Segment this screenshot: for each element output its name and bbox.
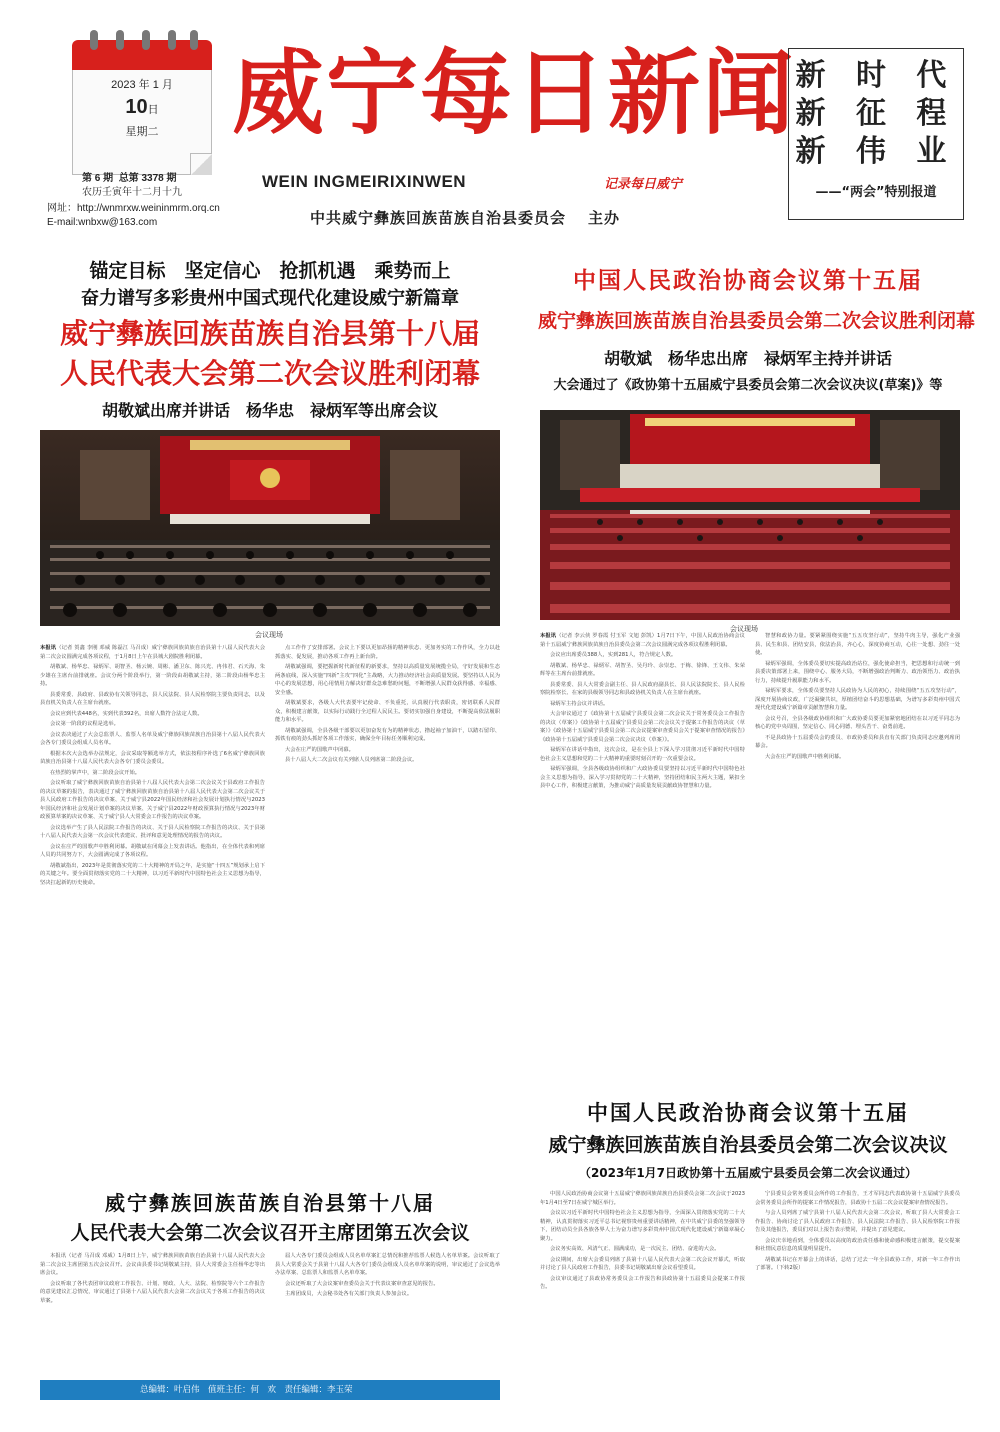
left-kicker-2: 奋力谱写多彩贵州中国式现代化建设威宁新篇章 [81,288,459,309]
left-title-2: 人民代表大会第二次会议胜利闭幕 [59,357,480,390]
side-line-3: 新 伟 业 [795,134,957,169]
website-link[interactable]: 网址：http://wnmrxw.weininmrm.orq.cn [47,203,220,214]
newspaper-slogan: 记录每日威宁 [604,177,683,192]
bottom-story-body [40,1252,500,1376]
resolution-kicker: 中国人民政治协商会议第十五届 [587,1101,909,1125]
editor-credits-bar: 总编辑：叶启伟 值班主任：何 欢 责任编辑：李玉荣 [40,1380,500,1400]
date-day: 10日 [125,96,159,118]
total-issue-number: 总第 3378 期 [118,173,177,184]
side-subtitle: ——“两会”特别报道 [815,185,937,200]
side-line-2: 新 征 程 [795,96,957,131]
contact-info [47,202,220,230]
right-story-column-1: 本报讯（记者 李云侠 罗春霞 付玉军 文旭 彭凯）1月7日下午，中国人民政治协商会议第十五届威宁彝族回族苗族自治县委员会第二次会议圆满完成各项议程胜利闭幕。 会议应出席委员388人，实到281人，符合规定人数。 胡敬斌、杨华忠、禄炳军、胡智圣、吴丹玲、余崇忠、于梅、徐锋、王文伟、朱荣辉等在主席台前排就座。 县委常委、县人大常委会副主任、县人民政府副县长、县人民法院院长、县人民检察院检察长、在家的县级领导同志和县政协机关负责人在主席台就座。 禄炳军主持会议并讲话。 大会审议通过了《政协第十五届威宁县委员会第二次会议关于常务委员会工作报告的决议（草案）》《政协第十五届威宁县委员会第二次会议关于提案工作报告的决议（草案）》《政协第十五届威宁县委员会第二次会议提案审查委员会关于提案审查情况的报告》《政协第十五届威宁县委员会第二次会议决议（草案）》。 禄炳军在讲话中指出，这次会议，是在全县上下深入学习贯彻习近平新时代中国特色社会主义思想和党的二十大精神的重要时刻召开的一次重要会议。 禄炳军强调，全县各级政协组织和广大政协委员要坚持以习近平新时代中国特色社会主义思想为指导，深入学习贯彻党的二十大精神，坚持团结和民主两大主题，紧扣全县中心工作，积极建言献策，为推动威宁高质量发展贡献政协智慧和力量。 [540,633,745,789]
right-story-body [540,632,960,1062]
left-story-body [40,644,500,1179]
date-year-month: 2023 年 1 月 [111,79,173,91]
newspaper-pinyin: WEIN INGMEIRIXINWEN [262,172,467,191]
left-lead-label: 本报讯 [40,645,57,651]
lunar-date: 农历壬寅年十二月十九 [82,187,182,198]
bottom-title-1: 威宁彝族回族苗族自治县第十八届 [105,1191,435,1215]
issue-info [82,172,182,200]
resolution-subtitle: （2023年1月7日政协第十五届威宁县委员会第二次会议通过） [578,1166,918,1180]
left-title-1: 威宁彝族回族苗族自治县第十八届 [59,317,480,350]
issue-number: 第 6 期 [82,173,114,184]
left-subtitle: 胡敬斌出席并讲话 杨华忠 禄炳军等出席会议 [101,401,438,420]
right-photo-caption: 会议现场 [730,625,758,633]
right-photo [540,410,960,620]
right-subtitle-1: 胡敬斌 杨华忠出席 禄炳军主持并讲话 [603,349,892,368]
right-title: 威宁彝族回族苗族自治县委员会第二次会议胜利闭幕 [538,310,976,332]
left-photo [40,430,500,626]
email-link[interactable]: E-mail:wnbxw@163.com [47,217,158,228]
right-subtitle-2: 大会通过了《政协第十五届威宁县委员会第二次会议决议(草案)》等 [553,378,943,393]
date-weekday: 星期二 [125,126,159,138]
bottom-title-2: 人民代表大会第二次会议召开主席团第五次会议 [70,1222,470,1244]
special-report-box [788,48,964,220]
masthead [0,0,1000,240]
bottom-story-column-1: 本报讯（记者 马召成 邓威）1月8日上午，威宁彝族回族苗族自治县第十八届人民代表大会第二次会议主席团第五次会议召开。会议由县委书记胡敬斌主持，县人大常委会主任杨华忠等出席会议。 会议听取了各代表团审议政府工作报告、计划、财政、人大、法院、检察院等六个工作报告的意见建议汇总情况，审议通过了县第十八届人民代表大会第二次会议关于各项工作报告的决议草案。 [40,1253,265,1304]
right-lead-label: 本报讯 [540,633,557,639]
left-photo-caption: 会议现场 [255,631,283,639]
right-kicker: 中国人民政治协商会议第十五届 [573,268,923,294]
resolution-column-2: 宁县委员会常务委员会所作的工作报告，王才军同志代表政协第十五届威宁县委员会常务委员会所作的提案工作情况报告，县政协十五届二次会议提案审查情况报告。 与会人员列席了威宁县第十八届人民代表大会第二次会议，听取了县人大常委会工作报告、协商讨论了县人民政府工作报告、县人民法院工作报告、县人民检察院工作报告及其他报告，委员们对以上报告表示赞同，并提出了意见建议。 会议庆幸地看到，全体委员以高度的政治责任感和使命感积极建言献策，提交提案和社情民意信息的质量明显提升。 胡敬斌书记在开幕会上的讲话，总结了过去一年全县政协工作，对新一年工作作出了部署。（下转2版） [755,1191,960,1271]
host-line: 中共威宁彝族回族苗族自治县委员会 主办 [310,209,621,227]
bottom-story-column-2: 届人大各专门委员会组成人员名单草案汇总情况和推荐监票人候选人名单草案。会议听取了县人大常委会关于县第十八届人大各专门委员会组成人员名单草案的说明，审议通过了会议选举办法草案、总监票人和监票人名单草案。 会议还听取了大会议案审查委员会关于代表议案审查意见的报告。 主席团成员，大会秘书处各有关部门负责人参加会议。 [275,1253,500,1297]
left-story-column-1: 本报讯（记者 贺鑫 李刚 邓威 陈磊江 马召成）威宁彝族回族苗族自治县第十八届人民代表大会第二次会议圆满完成各项议程，于1月8日上午在县城大剧院胜利闭幕。 胡敬斌、杨华忠、禄炳军、胡智圣、杨云婉、周彬、潘卫东、陈兴光、冉伟君、石天海、朱少雄在主席台前排就座。会议分两个阶段举行，第一阶段由胡敬斌主持，第二阶段由杨华忠主持。 县委常委、县政府、县政协有关领导同志，县人民法院、县人民检察院主要负责同志，以及县直机关负责人在主席台就座。 会议应到代表448名，实到代表392名，出席人数符合法定人数。 会议第一阶段的议程是选举。 会议表决通过了大会总监票人、监票人名单及威宁彝族回族苗族自治县第十八届人民代表大会各专门委员会组成人员名单。 根据本次大会选举办法规定，会议采取等额选举方式，依法按程序补选了6名威宁彝族回族苗族自治县第十八届人民代表大会各专门委员会委员。 在热烈的掌声中，第二阶段会议开始。 会议听取了威宁彝族回族苗族自治县第十八届人民代表大会第二次会议关于县政府工作报告的决议草案的报告，表决通过了威宁彝族回族苗族自治县第十八届人民代表大会第二次会议关于县人民政府工作报告的决议草案、关于威宁县2022年国民经济和社会发展计划执行情况与2023年国民经济和社会发展计划草案的决议草案、关于威宁县2022年财政预算执行情况与2023年财政预算草案的决议草案、关于威宁县人大常委会工作报告的决议草案。 会议选举产生了县人民法院工作报告的决议、关于县人民检察院工作报告的决议、关于县第十八届人民代表大会第一次会议代表建议、批评和意见处理情况的报告的决议。 会议在庄严的国歌声中胜利闭幕。胡敬斌在闭幕会上发表讲话。他指出，在全体代表和列席人员的共同努力下，大会圆满完成了各项议程。 胡敬斌指出，2023年是贯彻落实党的二十大精神的开局之年，是实施“十四五”规划承上启下的关键之年。要全面贯彻落实党的二十大精神，以习近平新时代中国特色社会主义思想为指导，坚决扛起新的历史使命。 [40,645,265,886]
newspaper-title: 威宁每日新闻 [232,39,797,147]
calendar-icon [72,40,212,180]
side-line-1: 新 时 代 [795,58,957,93]
resolution-title: 威宁彝族回族苗族自治县委员会第二次会议决议 [548,1134,948,1156]
resolution-column-1: 中国人民政治协商会议第十五届威宁彝族回族苗族自治县委员会第二次会议于2023年1月4日至7日在威宁城区举行。 会议以习近平新时代中国特色社会主义思想为指导，全面深入贯彻落实党的二十大精神，认真贯彻落实习近平总书记视察贵州重要讲话精神，在中共威宁县委的坚强领导下，团结动员全县各族各界人士为奋力谱写多彩贵州中国式现代化建设威宁新篇章凝心聚力。 会议务实高效、风清气正、圆满成功，是一次民主、团结、奋进的大会。 会议期间，出席大会委员列席了县第十八届人民代表大会第二次会议开幕式，听取并讨论了县人民政府工作报告，县委书记胡敬斌出席会议看望委员。 会议审议通过了县政协常务委员会工作报告和县政协第十五届委员会提案工作报告。 [540,1191,745,1290]
right-story-column-2: 智慧和政协力量。要紧紧围绕实施“五五攻坚行动”，坚持牛肉主导，强化产业强县、民生和县、团结安县，依法治县，齐心心，深度协商互动，心往一处想、劲往一处使。 禄炳军强调，全体委员要切实提高政治站位，强化使命担当，把思想和行动统一到县委决策部署上来，围绕中心、服务大局，不断增强政治判断力、政治领悟力、政治执行力，持续提升履职能力和水平。 禄炳军要求，全体委员要坚持人民政协为人民的初心，持续围绕“五五攻坚行动”，深度开展协商议政，广泛凝聚共识，厚植团结奋斗的思想基础，为谱写多彩贵州中国式现代化建设威宁新篇章贡献智慧和力量。 会议号召，全县各级政协组织和广大政协委员要更加紧密地团结在以习近平同志为核心的党中央周围，坚定信心、同心同德、埋头苦干、奋勇前进。 不是县政协十五届委员会的委员、市政协委员和县直有关部门负责同志应邀列席闭幕会。 大会在庄严的国歌声中胜利闭幕。 [755,633,960,760]
left-story-column-2: 点工作作了安排部署。会议上下要以更加昂扬的精神状态、更加务实的工作作风，全力以赴抓落实、促发展，推动各项工作再上新台阶。 胡敬斌强调，要把握新时代新征程的新要求，坚持以高质量发展统揽全局，守好发展和生态两条底线，深入实施“四新”主攻“四化”主战略，大力推动经济社会高质量发展。要坚持以人民为中心的发展思想，用心用情用力解决好群众急难愁盼问题，不断增强人民群众获得感、幸福感、安全感。 胡敬斌要求，各级人大代表要牢记使命、不负重托，认真履行代表职责，密切联系人民群众，积极建言献策，以实际行动践行全过程人民民主。要切实加强自身建设，不断提高依法履职能力和水平。 胡敬斌强调，全县各级干部要以更加奋发有为的精神状态，撸起袖子加油干，以踏石留印、抓铁有痕的劲头抓好各项工作落实，确保全年目标任务顺利完成。 大会在庄严的国歌声中闭幕。 县十八届人大二次会议有关列席人员列席第二阶段会议。 [275,645,500,763]
left-kicker-1: 锚定目标 坚定信心 抢抓机遇 乘势而上 [89,260,451,282]
resolution-body [540,1190,960,1405]
